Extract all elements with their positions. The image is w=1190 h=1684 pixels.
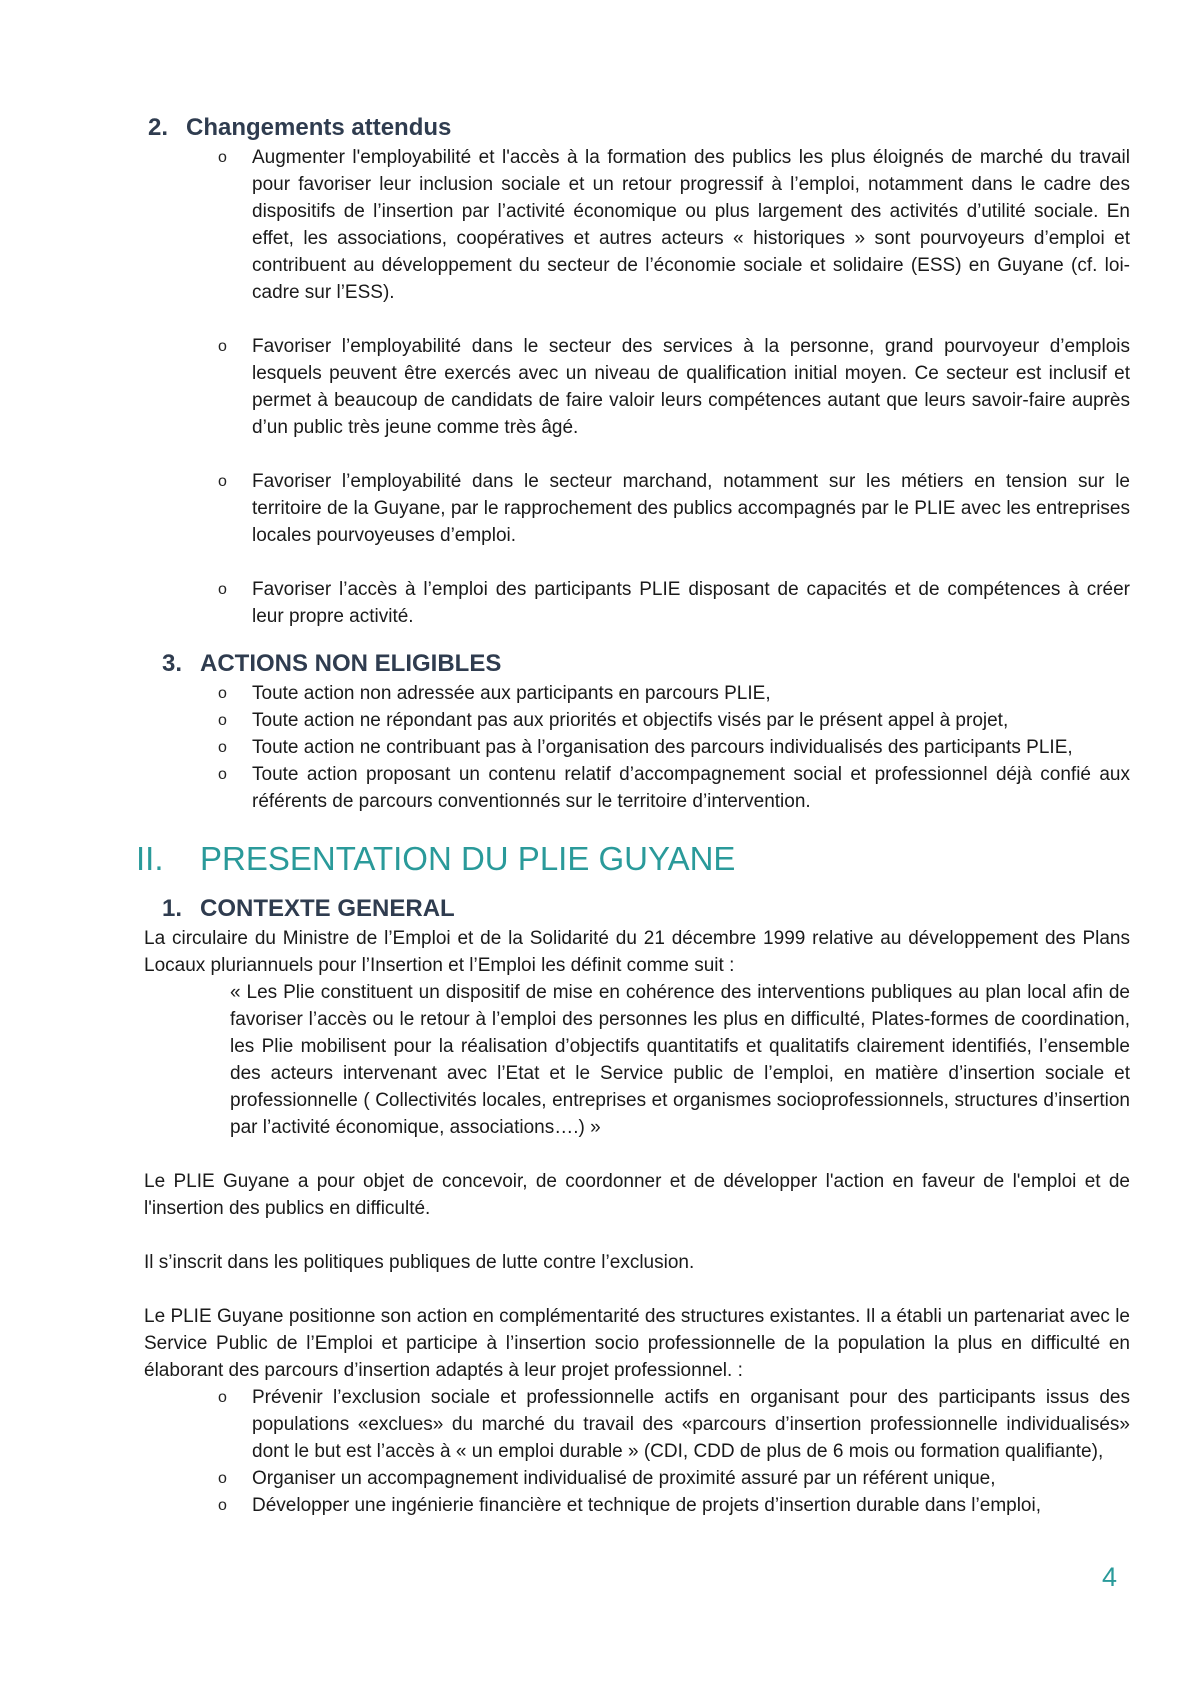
bullet-icon: o <box>218 685 227 702</box>
paragraph-politiques: Il s’inscrit dans les politiques publiques de lutte contre l’exclusion. <box>144 1252 695 1273</box>
section-heading-changements: 2. Changements attendus <box>148 114 452 141</box>
list-item: o Augmenter l'employabilité et l'accès à la formation des publics les plus éloignés de marché du travail pour favoriser leur inclusion sociale et un retour progressif à l’emploi, notamment dans le cadre des dispositifs de l’insertion par l’activité économique ou plus largement des activités d’utilité sociale. En effet, les associations, coopératives et autres acteurs « historiques » sont pourvoyeurs d’emploi et contribuent au développement du secteur de l’économie sociale et solidaire (ESS) en Guyane (cf. loi-cadre sur l’ESS). <box>144 144 1130 306</box>
bullet-icon: o <box>218 1497 227 1514</box>
bullet-icon: o <box>218 581 227 598</box>
bullet-icon: o <box>218 338 227 355</box>
bullet-icon: o <box>218 1389 227 1406</box>
bullet-icon: o <box>218 1470 227 1487</box>
bullet-icon: o <box>218 473 227 490</box>
changements-list <box>144 144 1130 306</box>
part-heading-presentation: II. PRESENTATION DU PLIE GUYANE <box>136 840 736 877</box>
paragraph-objet: Le PLIE Guyane a pour objet de concevoir, de coordonner et de développer l'action en faveur de l'emploi et de l'insertion des publics en difficulté. <box>144 1171 1130 1219</box>
section-heading-actions-non-eligibles: 3. ACTIONS NON ELIGIBLES <box>162 650 502 677</box>
list-item: o Favoriser l’accès à l’emploi des participants PLIE disposant de capacités et de compétences à créer leur propre activité. <box>144 576 1130 630</box>
section-heading-contexte-general: 1. CONTEXTE GENERAL <box>162 895 455 922</box>
paragraph-positionnement: Le PLIE Guyane positionne son action en complémentarité des structures existantes. Il a établi un partenariat avec le Service Public de l’Emploi et participe à l’insertion socio professionnelle de la population la plus en difficulté en élaborant des parcours d’insertion adaptés à leur projet professionnel. : <box>144 1306 1130 1381</box>
circulaire-quote: « Les Plie constituent un dispositif de mise en cohérence des interventions publiques au plan local afin de favoriser l’accès ou le retour à l’emploi des personnes les plus en difficulté, Plates-formes de coordination, les Plie mobilisent pour la réalisation d’objectifs quantitatifs et qualitatifs clairement identifiés, l’ensemble des acteurs intervenant avec l’Etat et le Service public de l’emploi, en matière d’insertion sociale et professionnelle ( Collectivités locales, entreprises et organismes socioprofessionnels, structures d’insertion par l’activité économique, associations….) » <box>230 982 1130 1138</box>
list-item: o Développer une ingénierie financière et technique de projets d’insertion durable dans l’emploi, <box>144 1492 1130 1519</box>
page-number: 4 <box>1102 1562 1118 1592</box>
list-item: o Favoriser l’employabilité dans le secteur des services à la personne, grand pourvoyeur d’emplois lesquels peuvent être exercés avec un niveau de qualification initial moyen. Ce secteur est inclusif et permet à beaucoup de candidats de faire valoir leurs compétences autant que leurs savoir-faire auprès d’un public très jeune comme très âgé. <box>144 333 1130 441</box>
page-content <box>136 112 1130 1519</box>
intro-paragraph: La circulaire du Ministre de l’Emploi et de la Solidarité du 21 décembre 1999 relative au développement des Plans Locaux pluriannuels pour l’Insertion et l’Emploi les définit comme suit : <box>144 928 1130 976</box>
bullet-icon: o <box>218 739 227 756</box>
list-item: o Organiser un accompagnement individualisé de proximité assuré par un référent unique, <box>144 1465 1130 1492</box>
list-item: o Favoriser l’employabilité dans le secteur marchand, notamment sur les métiers en tension sur le territoire de la Guyane, par le rapprochement des publics accompagnés par le PLIE avec les entreprises locales pourvoyeuses d’emploi. <box>144 468 1130 549</box>
list-item: o Toute action non adressée aux participants en parcours PLIE, <box>144 680 1130 707</box>
actions-non-eligibles-list <box>144 680 1130 815</box>
list-item: o Toute action proposant un contenu relatif d’accompagnement social et professionnel déjà confié aux référents de parcours conventionnés sur le territoire d’intervention. <box>144 761 1130 815</box>
list-item: o Toute action ne répondant pas aux priorités et objectifs visés par le présent appel à projet, <box>144 707 1130 734</box>
list-item: o Prévenir l’exclusion sociale et professionnelle actifs en organisant pour des participants issus des populations «exclues» du marché du travail des «parcours d’insertion professionnelle individualisés» dont le but est l’accès à « un emploi durable » (CDI, CDD de plus de 6 mois ou formation qualifiante), <box>144 1384 1130 1465</box>
list-item: o Toute action ne contribuant pas à l’organisation des parcours individualisés des participants PLIE, <box>144 734 1130 761</box>
missions-list <box>144 1384 1130 1519</box>
bullet-icon: o <box>218 766 227 783</box>
bullet-icon: o <box>218 149 227 166</box>
bullet-icon: o <box>218 712 227 729</box>
